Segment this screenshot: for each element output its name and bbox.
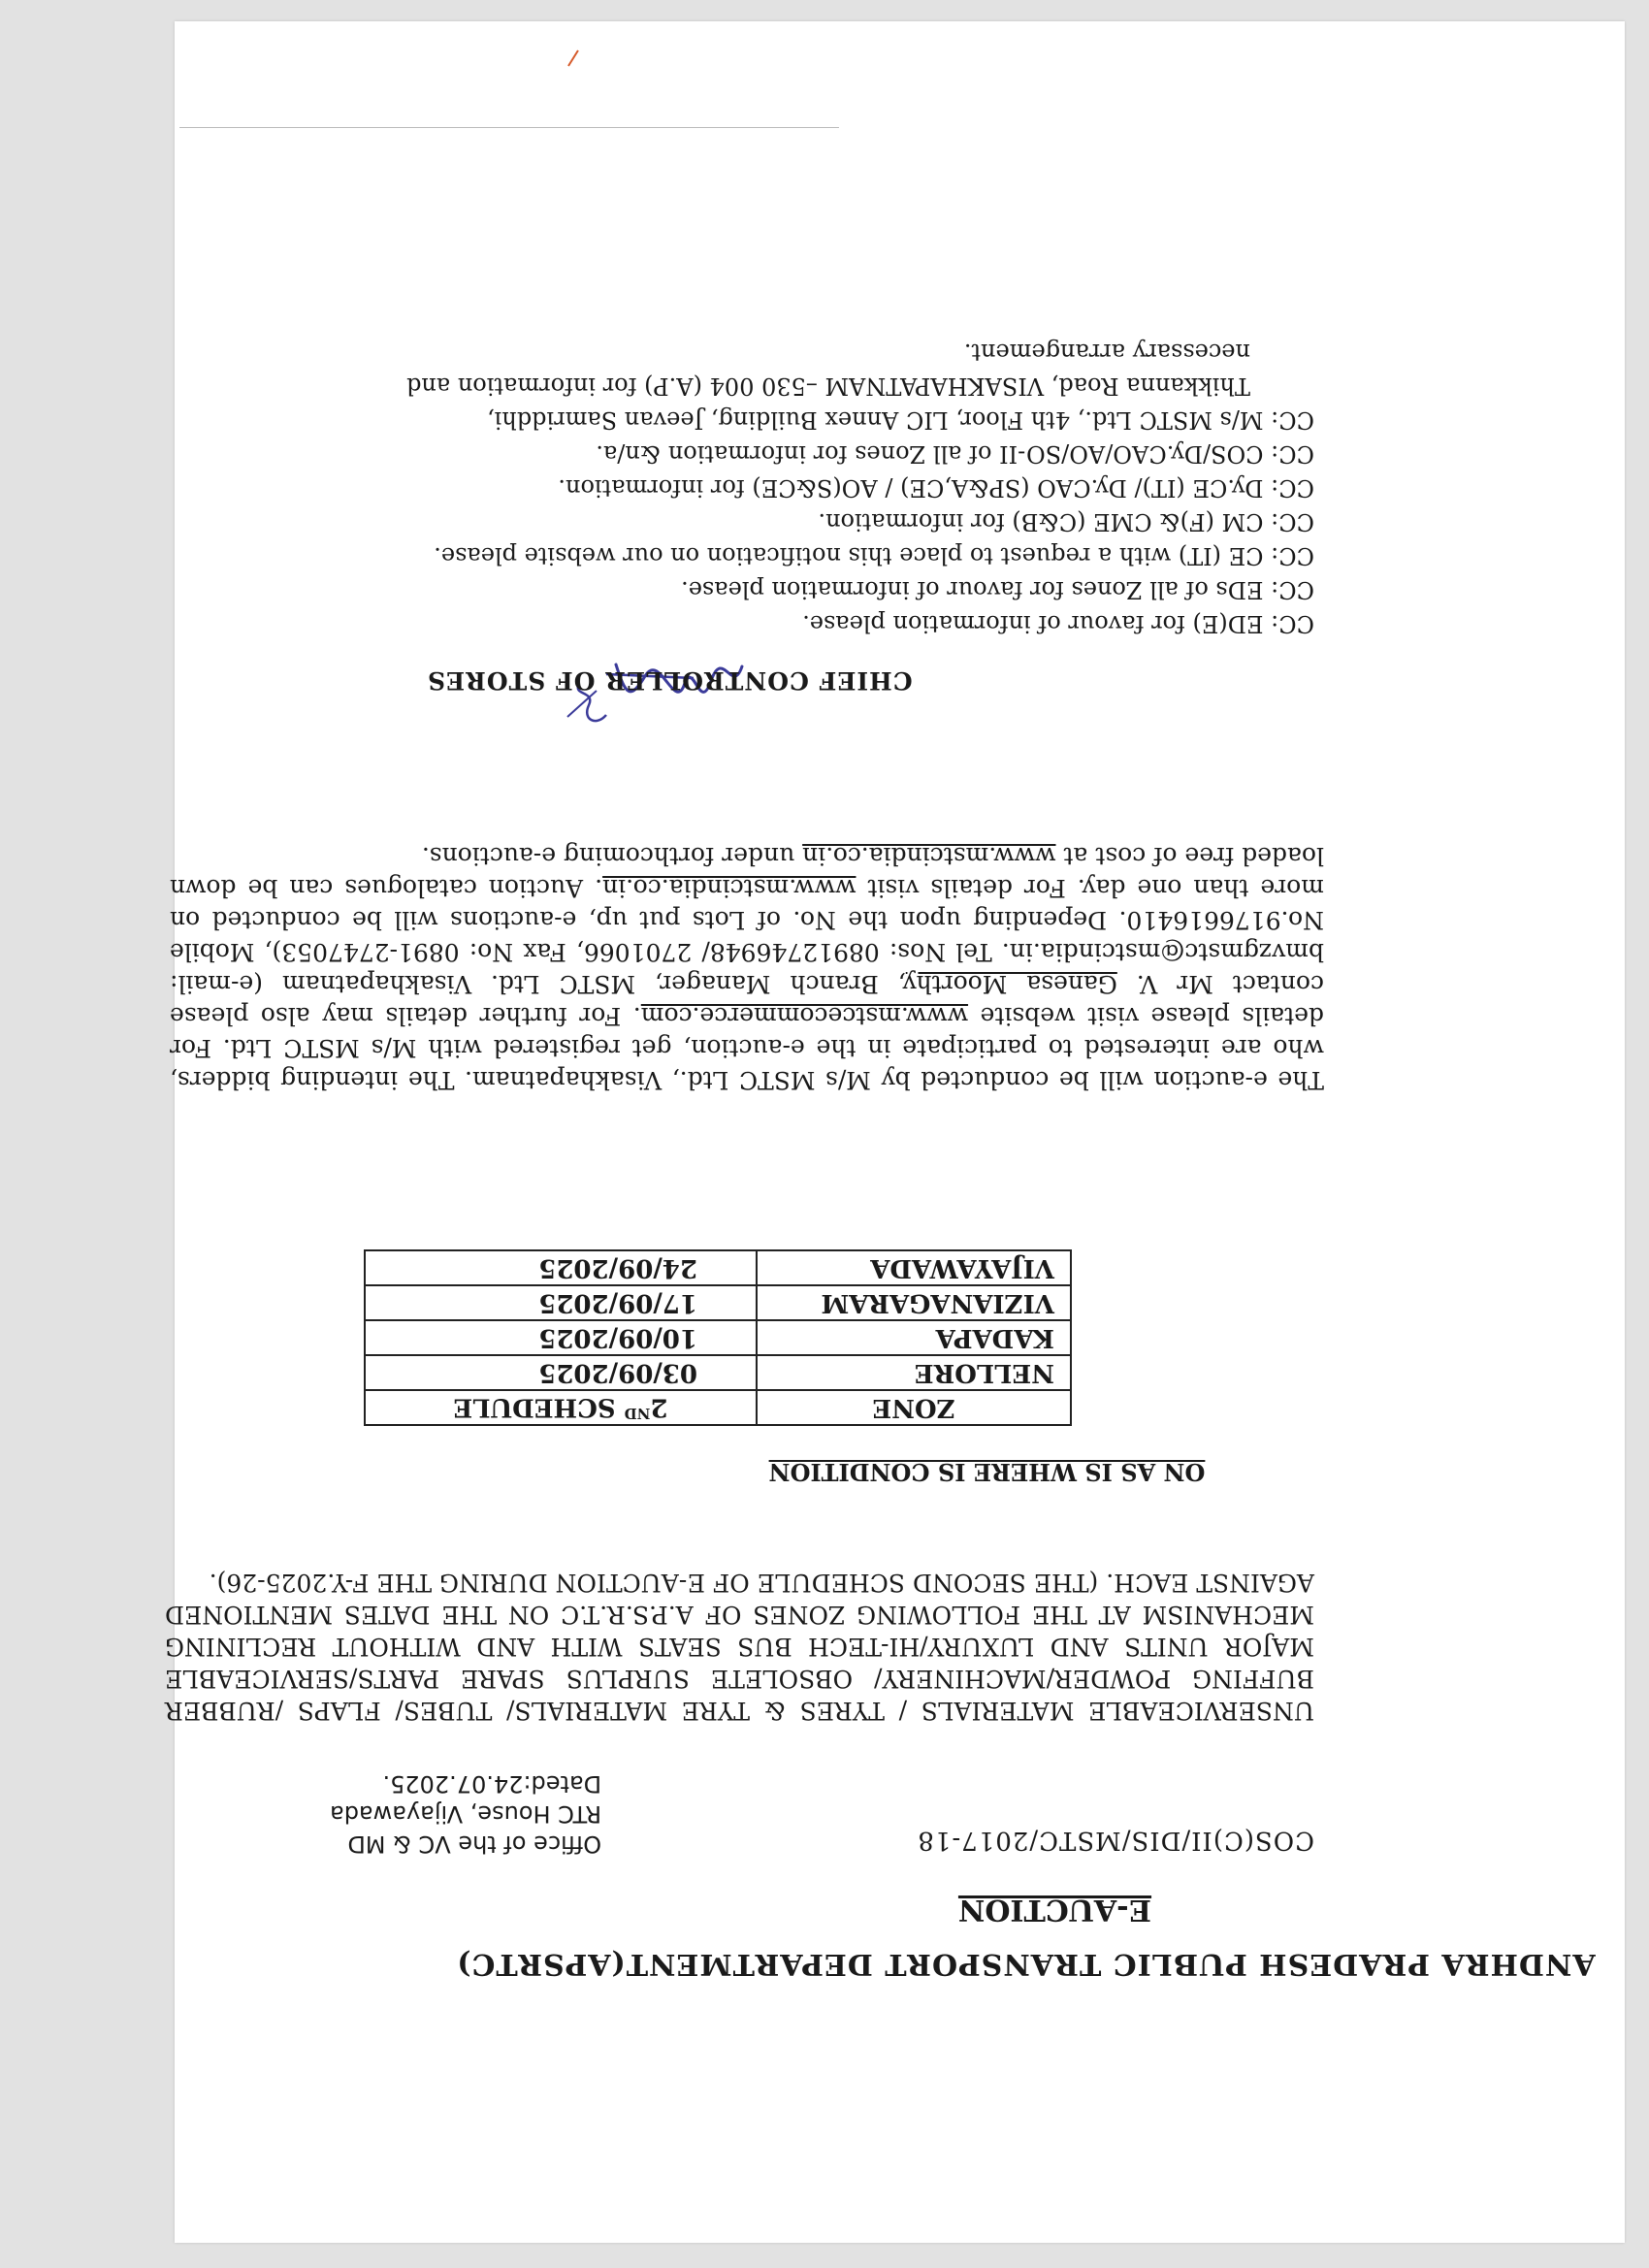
- column-header-schedule: [365, 1390, 757, 1425]
- table-row: [365, 1285, 1071, 1320]
- office-address-block: [330, 1768, 601, 1859]
- date-line: Dated:24.07.2025.: [382, 1770, 602, 1798]
- date-cell: 24/09/2025: [365, 1250, 757, 1285]
- website-link-mstcindia[interactable]: www.mstcindia.co.in: [602, 874, 857, 902]
- body-text: . For further details may also please contact Mr V.: [170, 970, 1324, 1030]
- office-line: Office of the VC & MD: [347, 1831, 602, 1858]
- table-row: [365, 1320, 1071, 1355]
- office-location: RTC House, Vijayawada: [330, 1800, 602, 1828]
- column-header-zone: ZONE: [757, 1390, 1071, 1425]
- cc-line: CC: CM (F)& CME (C&B) for information.: [818, 508, 1314, 535]
- schedule-ordinal-suffix: ND: [624, 1405, 651, 1423]
- website-link-mstcindia-catalogue[interactable]: www.mstcindia.co.in: [802, 842, 1056, 870]
- zone-cell: NELLORE: [757, 1355, 1071, 1390]
- condition-heading: ON AS IS WHERE IS CONDITION: [768, 1458, 1206, 1486]
- body-text: under forthcoming e-auctions.: [421, 842, 803, 870]
- body-paragraph: [170, 840, 1324, 1096]
- table-row: [365, 1355, 1071, 1390]
- table-header-row: [365, 1390, 1071, 1425]
- website-link-mstcecommerce[interactable]: www.mstcecommerce.com: [640, 1002, 969, 1030]
- zone-cell: VIJAYAWADA: [757, 1250, 1071, 1285]
- schedule-ordinal: 2: [650, 1392, 668, 1422]
- signatory-title: CHIEF CONTROLLER OF STORES: [427, 666, 913, 695]
- body-text: The e-auction will be conducted by M/s MSTC Ltd., Visakhapatnam. The intending bidders, who are interested to participate in the e-auction, get registered with M/s MSTC Ltd. For details please visit website: [170, 1002, 1324, 1094]
- body-text: . Auction catalogues can be down loaded free of cost at: [170, 842, 1324, 902]
- zone-cell: VIZIANAGARAM: [757, 1285, 1071, 1320]
- date-cell: 03/09/2025: [365, 1355, 757, 1390]
- page-title: ANDHRA PRADESH PUBLIC TRANSPORT DEPARTMENT(APSRTC): [456, 1947, 1596, 1981]
- copy-to-list: [150, 335, 1314, 640]
- cc-line: CC: Dy.CE (IT)/ Dy.CAO (SP&A,CE) / AO(S&CE) for information.: [558, 474, 1314, 502]
- date-cell: 17/09/2025: [365, 1285, 757, 1320]
- cc-line: CC: ED(E) for favour of information please.: [802, 610, 1314, 637]
- table-row: [365, 1250, 1071, 1285]
- schedule-table: [364, 1249, 1072, 1426]
- reference-number: COS(C)II/DIS/MSTC/2017-18: [917, 1826, 1314, 1855]
- schedule-word: SCHEDULE: [453, 1392, 616, 1422]
- cc-line: CC: EDs of all Zones for favour of information please.: [681, 576, 1314, 603]
- cc-line: CC: COS/Dy.CAO/AO/SO-II of all Zones for information &n/a.: [596, 440, 1314, 468]
- document-type-heading: E-AUCTION: [957, 1893, 1152, 1927]
- contact-name: Ganesa Moorthy: [905, 970, 1117, 998]
- stray-ink-mark: [563, 47, 582, 70]
- cc-line: Thikkanna Road, VISAKHAPATNAM –530 004 (A.P) for information and: [406, 373, 1250, 400]
- body-text: , Branch Manager, MSTC Ltd. Visakhapatnam (e-mail: bmvzgmstc@mstcindia.in. Tel Nos: 08912746948/ 2701066, Fax No: 0891-2747053), Mobile No.9176616410. Depending upon the No. of Lots put up, e-auctions will be conducted on more than one day. For details visit: [170, 874, 1324, 998]
- cc-line: necessary arrangement.: [963, 339, 1250, 366]
- cc-line: CC: M/s MSTC Ltd., 4th Floor, LIC Annex Building, Jeevan Samriddhi,: [487, 406, 1314, 434]
- document-page: [165, 21, 1625, 2243]
- date-cell: 10/09/2025: [365, 1320, 757, 1355]
- faint-rule: [179, 127, 839, 128]
- zone-cell: KADAPA: [757, 1320, 1071, 1355]
- cc-line: CC: CE (IT) with a request to place this notification on our website please.: [434, 542, 1314, 569]
- subject-paragraph: UNSERVICEABLE MATERIALS / TYRES & TYRE MATERIALS/ TUBES/ FLAPS /RUBBER BUFFING POWDER/MACHINERY/ OBSOLETE SURPLUS SPARE PARTS/SERVICEABLE MAJOR UNITS AND LUXURY/HI-TECH BUS SEATS WITH AND WITHOUT RECLINING MECHANISM AT THE FOLLOWING ZONES OF A.P.S.R.T.C ON THE DATES MENTIONED AGAINST EACH. (THE SECOND SCHEDULE OF E-AUCTION DURING THE F-Y.2025-26).: [165, 1569, 1314, 1725]
